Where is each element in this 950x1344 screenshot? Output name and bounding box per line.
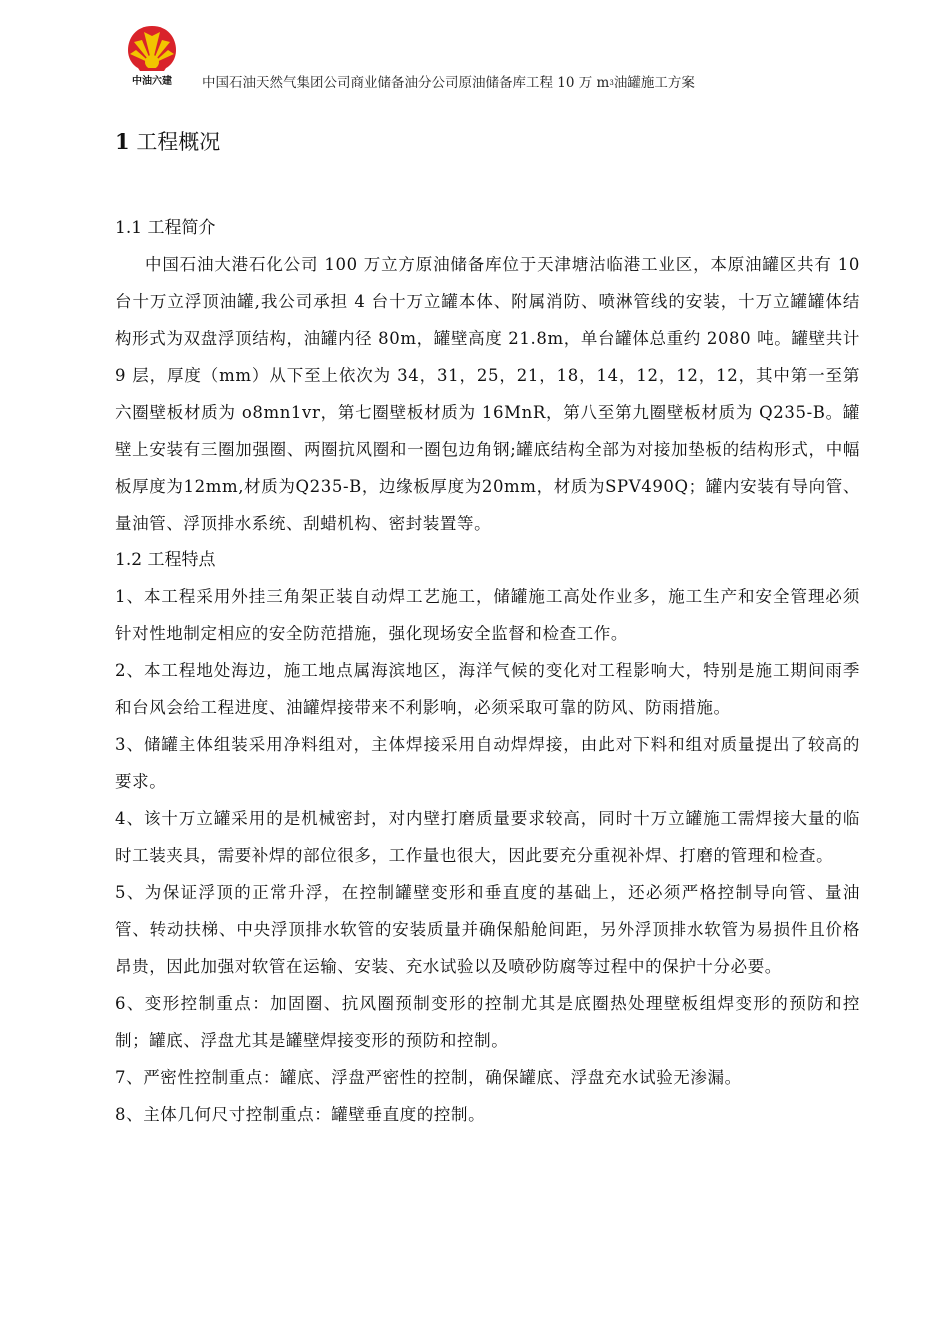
feature-item-6: 6、变形控制重点：加固圈、抗风圈预制变形的控制尤其是底圈热处理壁板组焊变形的预防和控制；罐底、浮盘尤其是罐壁焊接变形的预防和控制。 [115, 994, 860, 1050]
feature-item-4: 4、该十万立罐采用的是机械密封，对内壁打磨质量要求较高，同时十万立罐施工需焊接大量的临时工装夹具，需要补焊的部位很多，工作量也很大，因此要充分重视补焊、打磨的管理和检查。 [115, 809, 860, 865]
feature-item-8: 8、主体几何尺寸控制重点：罐壁垂直度的控制。 [115, 1105, 486, 1124]
feature-item-7: 7、严密性控制重点：罐底、浮盘严密性的控制，确保罐底、浮盘充水试验无渗漏。 [115, 1068, 742, 1087]
header-title [202, 71, 695, 91]
chapter-heading [115, 122, 860, 162]
header-title-superscript: 3 [609, 79, 614, 87]
section-heading-1-1: 1.1 工程简介 [115, 218, 216, 238]
header-title-main: 中国石油天然气集团公司商业储备油分公司原油储备库工程 10 万 m [202, 75, 610, 91]
chapter-title: 工程概况 [136, 130, 221, 154]
page-header [0, 0, 950, 100]
section-1-1-paragraph: 中国石油大港石化公司 100 万立方原油储备库位于天津塘沽临港工业区，本原油罐区共有 10 台十万立浮顶油罐,我公司承担 4 台十万立罐本体、附属消防、喷淋管线的安装，十万立罐罐体结构形式为双盘浮顶结构，油罐内径 80m，罐壁高度 21.8m，单台罐体总重约 2080 吨。罐壁共计 9 层，厚度（mm）从下至上依次为 34，31，25，21，18，14，12，12，12，其中第一至第六圈壁板材质为 o8mn1vr，第七圈壁板材质为 16MnR，第八至第九圈壁板材质为 Q235-B。罐壁上安装有三圈加强圈、两圈抗风圈和一圈包边角钢;罐底结构全部为对接加垫板的结构形式，中幅板厚度为12mm,材质为Q235-B，边缘板厚度为20mm，材质为SPV490Q；罐内安装有导向管、量油管、浮顶排水系统、刮蜡机构、密封装置等。 [115, 255, 860, 533]
feature-item-2: 2、本工程地处海边，施工地点属海滨地区，海洋气候的变化对工程影响大，特别是施工期间雨季和台风会给工程进度、油罐焊接带来不利影响，必须采取可靠的防风、防雨措施。 [115, 661, 860, 717]
section-heading-1-2: 1.2 工程特点 [115, 550, 216, 570]
document-body [115, 122, 860, 1133]
header-title-suffix: 油罐施工方案 [613, 75, 695, 91]
chapter-number: 1 [115, 129, 130, 154]
logo-text: 中油六建 [132, 76, 172, 87]
feature-item-5: 5、为保证浮顶的正常升浮，在控制罐壁变形和垂直度的基础上，还必须严格控制导向管、量油管、转动扶梯、中央浮顶排水软管的安装质量并确保船舱间距，另外浮顶排水软管为易损件且价格昂贵，因此加强对软管在运输、安装、充水试验以及喷砂防腐等过程中的保护十分必要。 [115, 883, 860, 976]
feature-item-3: 3、储罐主体组装采用净料组对，主体焊接采用自动焊焊接，由此对下料和组对质量提出了较高的要求。 [115, 735, 860, 791]
feature-item-1: 1、本工程采用外挂三角架正装自动焊工艺施工，储罐施工高处作业多，施工生产和安全管理必须针对性地制定相应的安全防范措施，强化现场安全监督和检查工作。 [115, 587, 860, 643]
